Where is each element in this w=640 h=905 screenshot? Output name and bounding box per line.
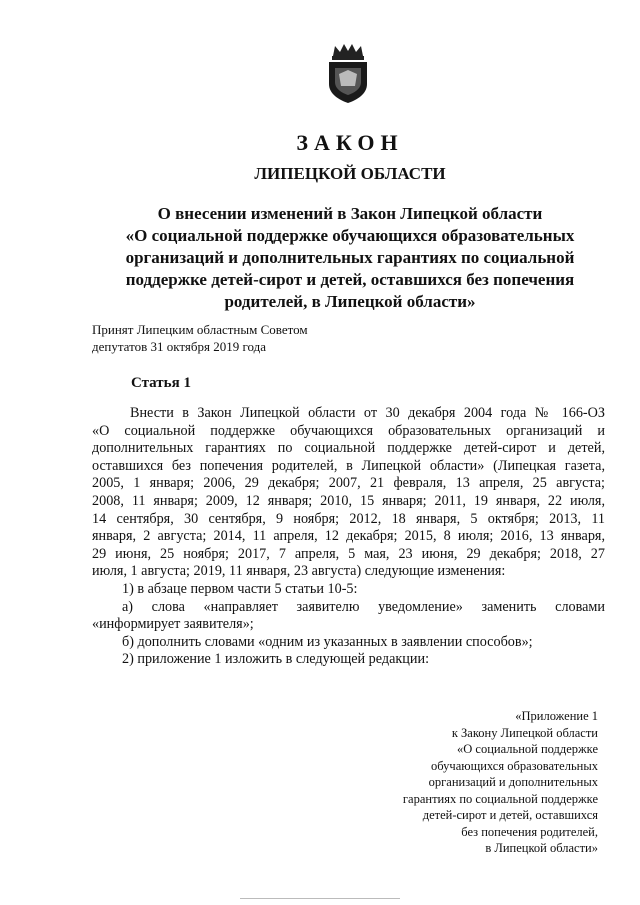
appendix-line: детей-сирот и детей, оставшихся bbox=[422, 808, 598, 822]
heading-line: организаций и дополнительных гарантиях по социальной bbox=[125, 248, 575, 267]
body-line: дополнительных гарантиях по социальной поддержке детей-сирот и детей, bbox=[92, 440, 605, 457]
body-line: 2005, 1 января; 2006, 29 декабря; 2007, 21 февраля, 13 апреля, 25 августа; bbox=[92, 475, 605, 492]
adoption-line: Принят Липецким областным Советом bbox=[92, 322, 308, 337]
body-line: Внести в Закон Липецкой области от 30 декабря 2004 года № 166-ОЗ bbox=[130, 405, 605, 421]
body-line: января, 2 августа; 2014, 11 апреля, 12 декабря; 2015, 8 июля; 2016, 13 января, bbox=[92, 528, 605, 545]
body-line: «информирует заявителя»; bbox=[92, 616, 254, 633]
article-title: Статья 1 bbox=[131, 375, 191, 391]
appendix-header bbox=[338, 708, 598, 857]
body-line: 2) приложение 1 изложить в следующей редакции: bbox=[122, 651, 430, 668]
appendix-line: гарантиях по социальной поддержке bbox=[402, 791, 598, 806]
body-line: июля, 1 августа; 2019, 11 января, 23 августа) следующие изменения: bbox=[92, 563, 506, 580]
heading-line: О внесении изменений в Закон Липецкой области bbox=[157, 204, 543, 223]
appendix-line: «О социальной поддержке bbox=[457, 742, 598, 756]
body-line: б) дополнить словами «одним из указанных в заявлении способов»; bbox=[122, 633, 533, 650]
coat-of-arms-icon bbox=[325, 42, 371, 104]
appendix-line: «Приложение 1 bbox=[515, 709, 598, 723]
document-type-title: ЗАКОН bbox=[296, 130, 404, 155]
body-line: 29 июня, 25 ноября; 2017, 7 апреля, 5 мая, 23 июня, 29 декабря; 2018, 27 bbox=[92, 545, 605, 562]
body-line: 14 сентября, 30 сентября, 9 ноября; 2012, 18 января, 5 октября; 2013, 11 bbox=[92, 510, 605, 527]
heading-line: родителей, в Липецкой области» bbox=[224, 292, 476, 311]
body-line: 2008, 11 января; 2009, 12 января; 2010, 15 января; 2011, 19 января, 22 июля, bbox=[92, 492, 605, 509]
appendix-line: в Липецкой области» bbox=[485, 841, 598, 855]
adoption-line: депутатов 31 октября 2019 года bbox=[92, 339, 267, 354]
appendix-line: без попечения родителей, bbox=[461, 824, 598, 839]
region-title: ЛИПЕЦКОЙ ОБЛАСТИ bbox=[254, 164, 446, 183]
page-bottom-rule bbox=[240, 898, 400, 899]
body-line: «О социальной поддержке обучающихся образовательных организаций и bbox=[92, 422, 605, 439]
body-line: оставшихся без попечения родителей, в Липецкой области» (Липецкая газета, bbox=[92, 457, 605, 474]
heading-line: «О социальной поддержке обучающихся образовательных bbox=[125, 226, 575, 245]
law-heading bbox=[95, 203, 605, 313]
coat-of-arms-emblem bbox=[325, 42, 371, 104]
appendix-line: организаций и дополнительных bbox=[428, 775, 598, 789]
appendix-line: обучающихся образовательных bbox=[431, 758, 598, 773]
body-line: а) слова «направляет заявителю уведомление» заменить словами bbox=[122, 598, 605, 615]
body-line: 1) в абзаце первом части 5 статьи 10-5: bbox=[122, 580, 358, 597]
heading-line: поддержке детей-сирот и детей, оставшихся без попечения bbox=[125, 270, 575, 289]
adoption-note bbox=[92, 321, 308, 355]
article-body bbox=[92, 405, 605, 669]
appendix-line: к Закону Липецкой области bbox=[451, 725, 598, 740]
